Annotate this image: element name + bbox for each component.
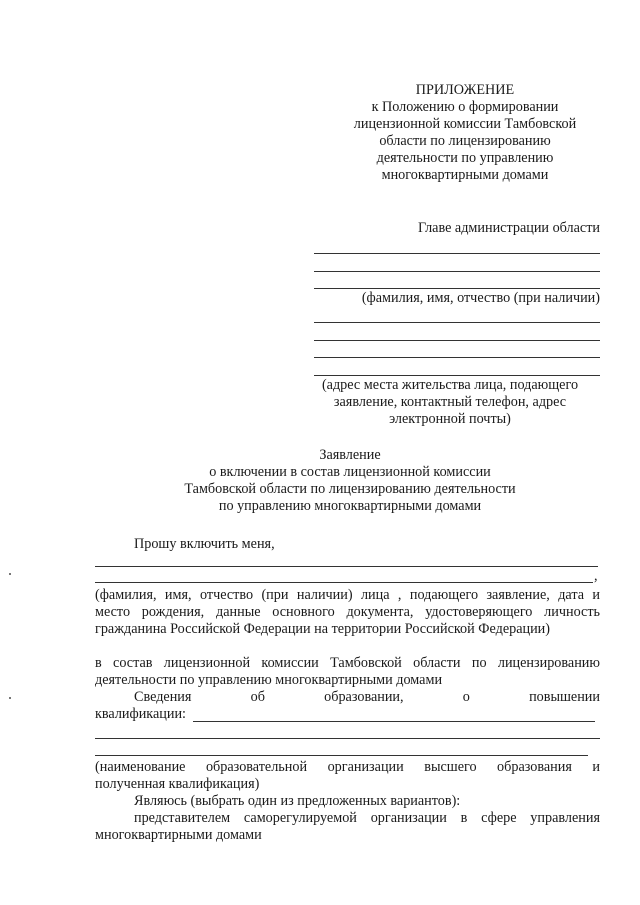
education-text: Сведения об образовании, о повышении <box>134 689 600 705</box>
applicant-line[interactable] <box>95 582 593 583</box>
statement-heading: Заявление о включении в состав лицензионной комиссии Тамбовской области по лицензированию деятельности по управлению многоквартирными домами <box>100 447 600 515</box>
applicant-address-line[interactable] <box>314 375 600 376</box>
scan-dot <box>9 573 11 575</box>
appendix-title: ПРИЛОЖЕНИЕ <box>415 82 515 98</box>
statement-title: Заявление <box>319 447 381 463</box>
commission-paragraph: в состав лицензионной комиссии Тамбовской области по лицензированию деятельности по управлению многоквартирными домами <box>95 655 600 688</box>
addressee-name-line[interactable] <box>314 271 600 272</box>
applicant-address-line[interactable] <box>314 322 600 323</box>
choose-text: Являюсь (выбрать один из предложенных вариантов): <box>134 793 461 809</box>
education-line[interactable] <box>193 721 595 722</box>
option-representative: представителем саморегулируемой организации в сфере управления многоквартирными домами <box>95 810 600 843</box>
applicant-address-line[interactable] <box>314 340 600 341</box>
education-caption: (наименование образовательной организации высшего образования и полученная квалификация) <box>95 759 600 792</box>
appendix-line: многоквартирными домами <box>381 167 549 183</box>
applicant-line[interactable] <box>95 566 598 567</box>
name-caption: (фамилия, имя, отчество (при наличии) <box>361 290 600 306</box>
applicant-caption: (фамилия, имя, отчество (при наличии) лица , подающего заявление, дата и место рождения, данные основного документа, удостоверяющего личность гражданина Российской Федерации на территории Российской Федерации) <box>95 587 600 637</box>
addressee-name-line[interactable] <box>314 253 600 254</box>
addressee-to: Главе администрации области <box>417 220 600 236</box>
scan-dot <box>9 697 11 699</box>
appendix-line: области по лицензированию <box>379 133 551 149</box>
education-label: квалификации: <box>95 706 186 722</box>
appendix-line: к Положению о формировании <box>371 99 559 115</box>
appendix-line: лицензионной комиссии Тамбовской <box>353 116 577 132</box>
appendix-line: деятельности по управлению <box>376 150 554 166</box>
request-text: Прошу включить меня, <box>134 536 275 552</box>
education-line[interactable] <box>95 738 600 739</box>
applicant-address-line[interactable] <box>314 357 600 358</box>
education-line[interactable] <box>95 755 588 756</box>
addressee-name-line[interactable] <box>314 288 600 289</box>
appendix-header <box>330 82 600 184</box>
line-comma: , <box>594 568 598 584</box>
address-caption: (адрес места жительства лица, подающего заявление, контактный телефон, адрес электронной почты) <box>321 377 579 427</box>
